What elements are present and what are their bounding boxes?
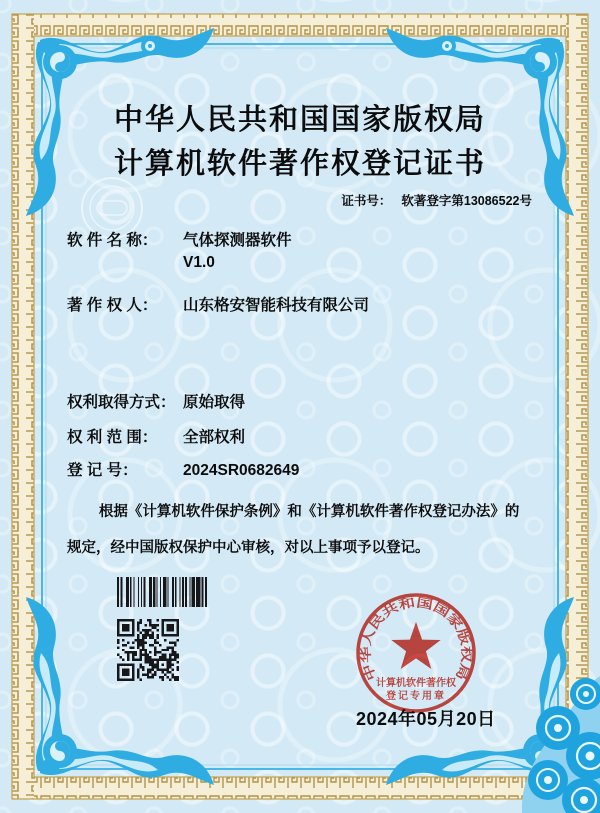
field-label: 权 利 范 围： — [67, 429, 158, 446]
seal-star-icon — [391, 622, 440, 669]
rights-scope: 全部权利 — [183, 429, 246, 446]
seal-inner-text-2: 登记专用章 — [386, 691, 446, 702]
field-row-software-name — [67, 230, 292, 274]
authority-title: 中华人民共和国国家版权局 — [113, 104, 486, 136]
certificate-number-label: 证书号： — [341, 194, 392, 208]
registration-number: 2024SR0682649 — [183, 462, 300, 479]
seal-inner-text-1: 计算机软件著作权 — [376, 678, 456, 689]
certificate-number-value: 软著登字第13086522号 — [401, 194, 532, 208]
field-label: 登 记 号： — [67, 462, 138, 479]
acquisition-method: 原始取得 — [183, 394, 246, 411]
certificate-number-row — [341, 191, 532, 209]
seal-ring-text: 中华人民共和国国家版权局 — [358, 595, 474, 683]
barcode — [117, 577, 207, 607]
statement-line: 规定，经中国版权保护中心审核，对以上事项予以登记。 — [67, 540, 430, 556]
qr-code — [117, 619, 179, 681]
copyright-owner: 山东格安智能科技有限公司 — [183, 297, 370, 314]
software-version: V1.0 — [183, 254, 215, 271]
issue-date: 2024年05月20日 — [356, 709, 496, 729]
statement-line: 根据《计算机软件保护条例》和《计算机软件著作权登记办法》的 — [98, 504, 520, 520]
field-row-registration-number — [67, 460, 299, 482]
field-row-rights-scope — [67, 427, 245, 449]
software-name: 气体探测器软件 — [183, 232, 292, 249]
field-row-copyright-owner — [67, 295, 369, 317]
emblem-watermark — [82, 178, 142, 238]
field-label: 软 件 名 称： — [67, 232, 158, 249]
field-label: 著 作 权 人： — [67, 297, 158, 314]
official-seal — [345, 582, 487, 724]
field-row-acquisition-method — [67, 392, 245, 414]
certificate-title: 计算机软件著作权登记证书 — [113, 148, 486, 180]
field-label: 权利取得方式： — [67, 394, 176, 411]
registration-statement — [67, 494, 545, 566]
field-value — [183, 230, 292, 274]
